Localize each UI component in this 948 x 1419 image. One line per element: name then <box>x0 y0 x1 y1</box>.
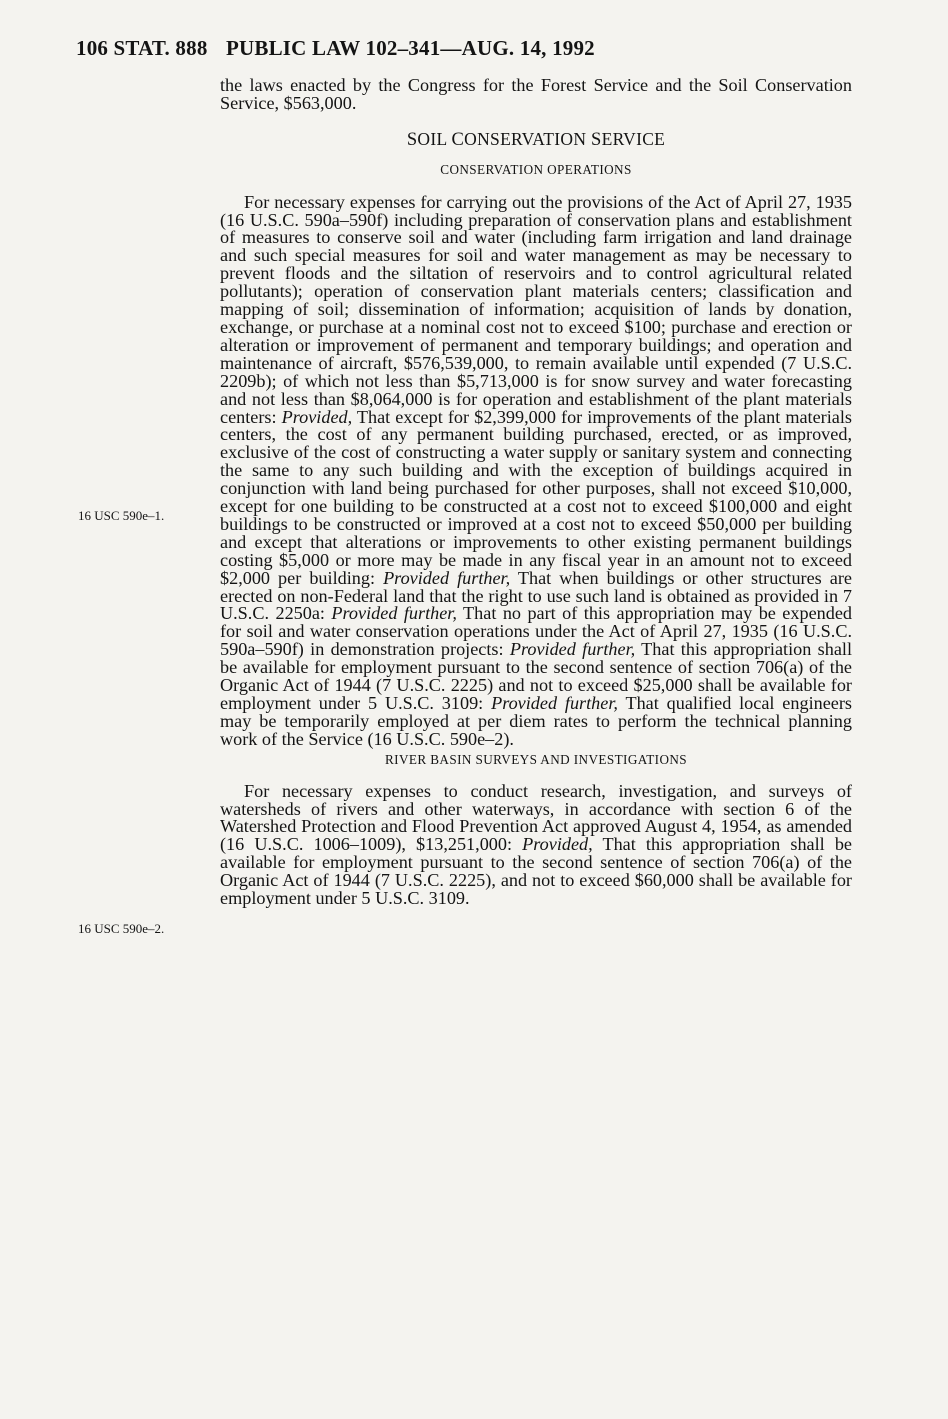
opening-paragraph: the laws enacted by the Congress for the Forest Service and the Soil Conservation Service, $563,000. <box>220 75 852 113</box>
section-title-cap-2: C <box>451 129 465 150</box>
conservation-text-4: That no part of this appropriation may be expended for soil and water conservation operations under the Act of April 27, 1935 (16 U.S.C. 590a–590f) in demonstration projects: <box>220 603 852 660</box>
body-text <box>220 77 852 908</box>
conservation-text-1: For necessary expenses for carrying out the provisions of the Act of April 27, 1935 (16 U.S.C. 590a–590f) including preparation of conservation plans and establishment of measures to conserve soil and water (including farm irrigation and land drainage and such special measures for soil and water management as may be necessary to prevent floods and the siltation of reservoirs and to control agricultural related pollutants); operation of conservation plant materials centers; classification and mapping of soil; dissemination of information; acquisition of lands by donation, exchange, or purchase at a nominal cost not to exceed $100; purchase and erection or alteration or improvement of permanent and temporary buildings; and operation and maintenance of aircraft, $576,539,000, to remain available until expended (7 U.S.C. 2209b); of which not less than $5,713,000 is for snow survey and water forecasting and not less than $8,064,000 is for operation and establishment of the plant materials centers: <box>220 191 852 427</box>
section-title-rest-2: ONSERVATION <box>464 128 591 149</box>
section-title-rest-1: OIL <box>417 128 452 149</box>
proviso-4: Provided further, <box>509 639 636 660</box>
river-basin-paragraph <box>220 780 852 909</box>
conservation-operations-paragraph <box>220 191 853 749</box>
conservation-text-6: That qualified local engineers may be temporarily employed at per diem rates to perform the technical planning work of the Service (16 U.S.C. 590e–2). <box>220 693 852 749</box>
conservation-operations-heading: CONSERVATION OPERATIONS <box>440 161 632 177</box>
proviso-2: Provided further, <box>383 567 511 588</box>
stat-reference: 106 STAT. 888 <box>76 36 208 60</box>
river-basin-heading: RIVER BASIN SURVEYS AND INVESTIGATIONS <box>384 751 688 767</box>
law-title: PUBLIC LAW 102–341—AUG. 14, 1992 <box>226 36 595 60</box>
margin-note-590e-1: 16 USC 590e–1. <box>78 508 165 523</box>
section-title-cap-3: S <box>590 129 602 150</box>
river-basin-text-2: That this appropriation shall be available for employment pursuant to the second sentence of section 706(a) of the Organic Act of 1944 (7 U.S.C. 2225), and not to exceed $60,000 shall be available for employment under 5 U.S.C. 3109. <box>220 834 852 909</box>
conservation-text-2: That except for $2,399,000 for improvements of the plant materials centers, the cost of any permanent building purchased, erected, or as improved, exclusive of the cost of constructing a water supply or sanitary system and connecting the same to any such building and with the exception of buildings acquired in conjunction with land being purchased for other purposes, shall not exceed $10,000, except for one building to be constructed at a cost not to exceed $100,000 and eight buildings to be constructed or improved at a cost not to exceed $50,000 per building and except that alterations or improvements to other existing permanent buildings costing $5,000 or more may be made in any fiscal year in an amount not to exceed $2,000 per building: <box>220 406 852 588</box>
river-basin-text-1: For necessary expenses to conduct research, investigation, and surveys of watersheds of rivers and other waterways, in accordance with section 6 of the Watershed Protection and Flood Prevention Act approved August 4, 1954, as amended (16 U.S.C. 1006–1009), $13,251,000: <box>220 780 852 855</box>
river-basin-proviso: Provided, <box>522 834 593 855</box>
proviso-3: Provided further, <box>331 603 457 624</box>
proviso-5: Provided further, <box>491 693 618 713</box>
section-title-cap-1: S <box>406 129 418 150</box>
margin-note-590e-2: 16 USC 590e–2. <box>78 921 165 936</box>
section-title <box>220 128 852 150</box>
conservation-text-3: That when buildings or other structures are erected on non-Federal land that the right to use such land is obtained as provided in 7 U.S.C. 2250a: <box>220 567 853 624</box>
conservation-text-5: That this appropriation shall be available for employment pursuant to the second sentence of section 706(a) of the Organic Act of 1944 (7 U.S.C. 2225) and not to exceed $25,000 shall be available for employment under 5 U.S.C. 3109: <box>220 639 852 713</box>
proviso-1: Provided, <box>281 406 353 427</box>
section-title-rest-3: ERVICE <box>601 128 666 149</box>
